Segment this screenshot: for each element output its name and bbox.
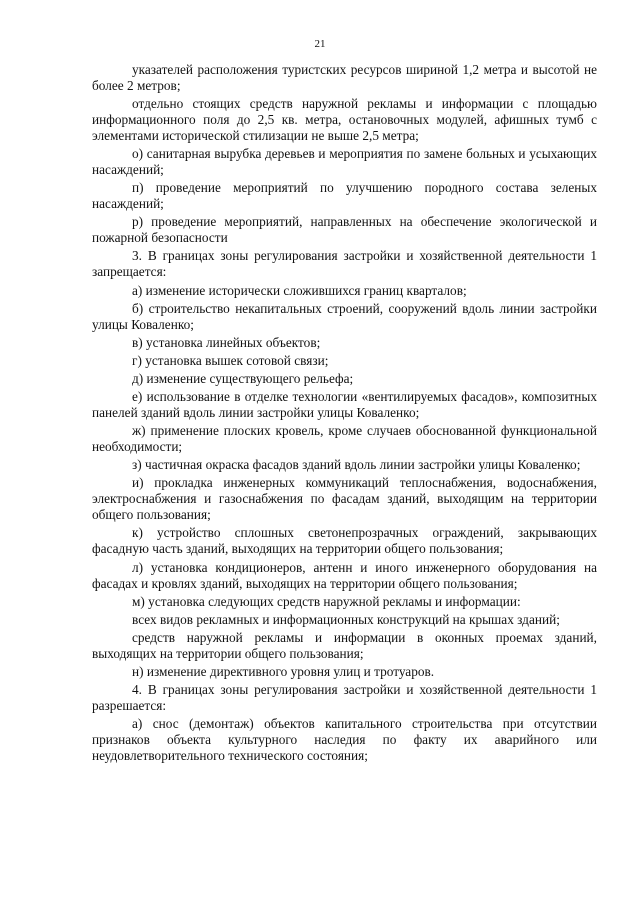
paragraph: м) установка следующих средств наружной рекламы и информации:	[132, 593, 521, 609]
paragraph: отдельно стоящих средств наружной рекламы и информации с площадью информационного поля до 2,5 кв. метра, остановочных модулей, афишных тумб с элементами исторической стилизации не выше 2,5 метра;	[92, 96, 597, 144]
document-body	[92, 62, 597, 766]
paragraph: н) изменение директивного уровня улиц и тротуаров.	[132, 663, 435, 679]
paragraph: п) проведение мероприятий по улучшению породного состава зеленых насаждений;	[92, 180, 597, 212]
paragraph: о) санитарная вырубка деревьев и мероприятия по замене больных и усыхающих насаждений;	[92, 146, 597, 178]
paragraph: всех видов рекламных и информационных конструкций на крышах зданий;	[132, 611, 560, 627]
paragraph: р) проведение мероприятий, направленных на обеспечение экологической и пожарной безопасности	[92, 214, 597, 246]
paragraph: и) прокладка инженерных коммуникаций теплоснабжения, водоснабжения, электроснабжения и газоснабжения по фасадам зданий, выходящим на территории общего пользования;	[92, 475, 597, 523]
paragraph: к) устройство сплошных светонепрозрачных ограждений, закрывающих фасадную часть зданий, выходящих на территории общего пользования;	[92, 525, 597, 557]
paragraph: з) частичная окраска фасадов зданий вдоль линии застройки улицы Коваленко;	[132, 457, 581, 473]
paragraph: ж) применение плоских кровель, кроме случаев обоснованной функциональной необходимости;	[92, 423, 597, 455]
paragraph: а) изменение исторически сложившихся границ кварталов;	[132, 282, 467, 298]
paragraph: д) изменение существующего рельефа;	[132, 370, 354, 386]
paragraph: в) установка линейных объектов;	[132, 334, 321, 350]
paragraph: средств наружной рекламы и информации в оконных проемах зданий, выходящих на территории общего пользования;	[92, 629, 597, 661]
paragraph: 4. В границах зоны регулирования застройки и хозяйственной деятельности 1 разрешается:	[92, 681, 597, 713]
paragraph: указателей расположения туристских ресурсов шириной 1,2 метра и высотой не более 2 метров;	[92, 62, 597, 93]
paragraph: л) установка кондиционеров, антенн и иного инженерного оборудования на фасадах и кровлях зданий, выходящих на территории общего пользования;	[92, 559, 597, 591]
paragraph: 3. В границах зоны регулирования застройки и хозяйственной деятельности 1 запрещается:	[92, 248, 597, 280]
paragraph: г) установка вышек сотовой связи;	[132, 352, 329, 368]
page-number: 21	[314, 38, 326, 50]
paragraph: б) строительство некапитальных строений, сооружений вдоль линии застройки улицы Коваленко;	[92, 300, 597, 332]
paragraph: а) снос (демонтаж) объектов капитального строительства при отсутствии признаков объекта культурного наследия по факту их аварийного или неудовлетворительного технического состояния;	[92, 716, 597, 764]
paragraph: е) использование в отделке технологии «вентилируемых фасадов», композитных панелей зданий вдоль линии застройки улицы Коваленко;	[92, 389, 597, 421]
